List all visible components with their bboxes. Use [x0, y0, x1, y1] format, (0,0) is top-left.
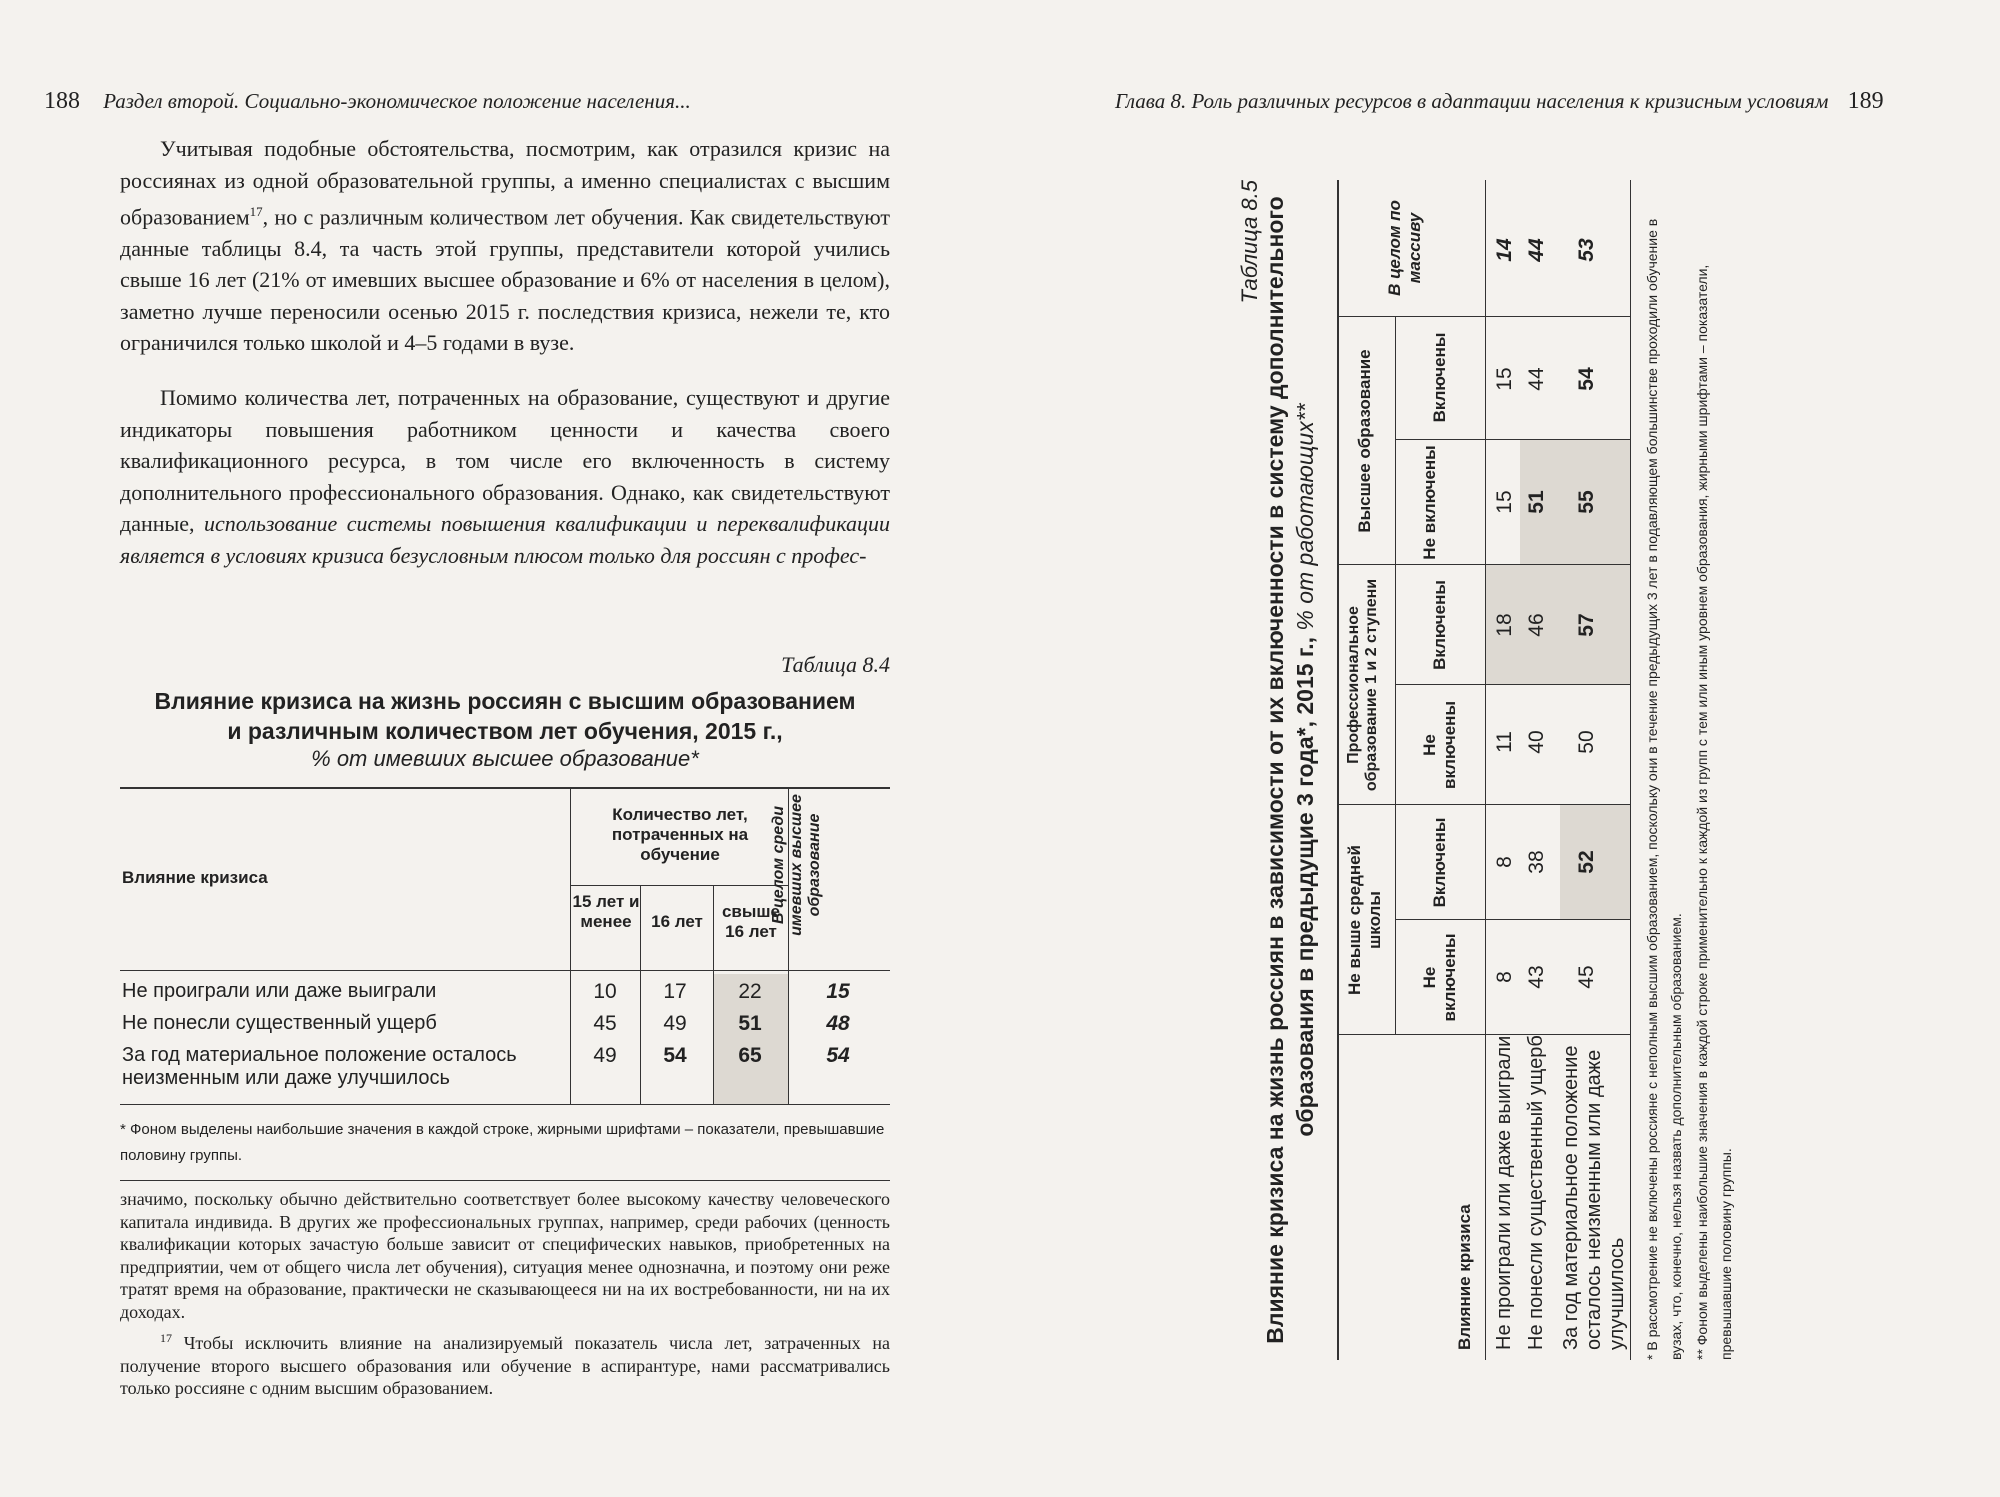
table-8-4-r3-a: 49	[593, 1044, 617, 1067]
table-8-4-row-3-label: За год материальное положение осталось неизменным или даже улучшилось	[122, 1044, 517, 1089]
t85-r1-c6: 15	[1493, 367, 1516, 391]
t85-r1-c4: 18	[1493, 613, 1516, 637]
right-running-head	[1115, 88, 1884, 115]
t85-r2-c2: 38	[1525, 850, 1548, 874]
table-8-5-group-prof: Профессиональное образование 1 и 2 ступени	[1345, 578, 1380, 792]
table-8-5-sub-not-2: Не включены	[1420, 701, 1459, 789]
table-8-5-group-school: Не выше средней школы	[1345, 844, 1384, 996]
left-running-head	[44, 88, 691, 115]
table-8-4-col-total: В целом среди имевших высшее образование	[770, 794, 823, 936]
t85-r1-total: 14	[1493, 238, 1516, 262]
t85-r1-c1: 8	[1493, 971, 1516, 983]
table-8-4-col-a: 15 лет и менее	[572, 892, 640, 931]
table-8-4-r2-b: 49	[663, 1012, 687, 1035]
t85-r1-c5: 15	[1493, 490, 1516, 514]
table-8-4-col-b: 16 лет	[651, 912, 703, 931]
paragraph-1: Учитывая подобные обстоятельства, посмотрим, как отразился кризис на россиянах из одной образовательной группы, а именно специалистах с высшим образованием$^{17}$, но с различным количеством лет обучения. Как свидетельствуют данные таблицы 8.4, та часть этой группы, представители которой учились свыше 16 лет (21% от имевших высшее образование и 6% от населения в целом), заметно лучше переносили осенью 2015 г. последствия кризиса, нежели те, кто ограничился только школой и 4–5 годами в вузе.	[120, 136, 890, 356]
table-8-5-sub-yes-3: Включены	[1430, 332, 1449, 423]
table-8-5-footnote-1: * В рассмотрение не включены россияне с неполным высшим образованием, поскольку они в течение предыдущих 3 лет в подавляющем большинстве проходили обучение в вузах, что, конечно, нельзя назвать дополнительным образованием.	[1644, 218, 1684, 1360]
table-8-4-r2-a: 45	[593, 1012, 617, 1035]
right-page	[1000, 0, 2000, 1497]
table-8-4-r1-c: 22	[738, 980, 762, 1003]
table-8-5-row-3-label: За год материальное положение осталось неизменным или даже улучшилось	[1560, 1045, 1628, 1350]
table-8-5-col-total: В целом по массиву	[1385, 200, 1424, 296]
table-8-5-row-header: Влияние кризиса	[1455, 1204, 1474, 1350]
t85-r3-c4: 57	[1575, 613, 1598, 637]
t85-r3-c5: 55	[1575, 490, 1598, 514]
t85-r3-c2: 52	[1575, 850, 1598, 874]
t85-r3-c6: 54	[1575, 367, 1598, 391]
table-8-5-group-higher: Высшее образование	[1355, 349, 1374, 533]
table-8-4-subtitle: % от имевших высшее образование*	[311, 746, 699, 771]
table-8-4-footnote: * Фоном выделены наибольшие значения в каждой строке, жирными шрифтами – показатели, превышавшие половину группы.	[120, 1121, 885, 1164]
table-8-4-r3-total: 54	[826, 1044, 850, 1067]
table-8-4-r2-c: 51	[738, 1012, 762, 1035]
table-8-5	[1235, 180, 1735, 1360]
t85-r2-c5: 51	[1525, 490, 1548, 514]
t85-r2-c4: 46	[1525, 613, 1548, 637]
table-8-4-r1-a: 10	[593, 980, 617, 1003]
table-8-4-r3-b: 54	[663, 1044, 687, 1067]
t85-r3-total: 53	[1575, 238, 1598, 262]
t85-r1-c2: 8	[1493, 856, 1516, 868]
footnote-ref-17: 17	[249, 204, 263, 219]
table-8-4-col-c: свыше 16 лет	[721, 902, 781, 941]
continuation-text: значимо, поскольку обычно действительно соответствует более высокому качеству человеческого капитала индивида. В других же профессиональных группах, например, среди рабочих (ценность квалификации которых зачастую больше зависит от специфических навыков, приобретенных на предприятии, чем от общего числа лет обучения), ситуация менее однозначна, и поэтому они реже тратят время на образование, практически не сказывающееся ни на их востребованности, ни на их доходах.	[120, 1189, 890, 1322]
table-8-4-col-group: Количество лет, потраченных на обучение	[611, 805, 749, 864]
t85-r3-c1: 45	[1575, 965, 1598, 989]
table-8-4-r1-b: 17	[663, 980, 687, 1003]
footnote-17: $^{17}$ Чтобы исключить влияние на анализируемый показатель числа лет, затраченных на получение второго высшего образования или обучение в аспирантуре, нами рассматривались только россияне с одним высшим образованием.	[120, 1331, 890, 1399]
t85-r2-c3: 40	[1525, 730, 1548, 754]
table-8-5-label: Таблица 8.5	[1237, 180, 1262, 304]
table-8-4-r3-c: 65	[738, 1044, 762, 1067]
table-8-4-title: Влияние кризиса на жизнь россиян с высшим образованием и различным количеством лет обучения, 2015 г.,	[154, 688, 856, 744]
table-8-4-r2-total: 48	[826, 1012, 850, 1035]
left-page-number: 188	[44, 88, 80, 114]
table-8-5-sub-yes-2: Включены	[1430, 580, 1449, 670]
table-8-4-label: Таблица 8.4	[781, 652, 890, 677]
right-page-number: 189	[1847, 88, 1884, 114]
table-8-4-r1-total: 15	[826, 980, 850, 1003]
left-running-title: Раздел второй. Социально-экономическое положение населения...	[103, 89, 691, 113]
table-8-4-row-1-label: Не проиграли или даже выиграли	[122, 980, 437, 1002]
t85-r2-total: 44	[1525, 238, 1548, 262]
table-8-5-row-1-label: Не проиграли или даже выиграли	[1493, 1035, 1515, 1350]
table-8-5-row-2-label: Не понесли существенный ущерб	[1525, 1035, 1547, 1350]
t85-r2-c6: 44	[1525, 367, 1548, 391]
paragraph-2: Помимо количества лет, потраченных на образование, существуют и другие индикаторы повышения работником ценности и качества своего квалификационного ресурса, в том числе его включенность в систему дополнительного профессионального образования. Однако, как свидетельствуют данные, использование системы повышения квалификации и переквалификации является в условиях кризиса безусловным плюсом только для россиян с профес-	[120, 385, 890, 568]
table-8-5-sub-not-1: Не включены	[1420, 933, 1459, 1022]
t85-r2-c1: 43	[1525, 965, 1548, 989]
table-8-5-sub-yes-1: Включены	[1430, 817, 1449, 908]
table-8-4-row-header: Влияние кризиса	[122, 868, 268, 887]
table-8-5-footnote-2: ** Фоном выделены наибольшие значения в каждой строке применительно к каждой из групп с тем или иным уровнем образования, жирными шрифтами – показатели, превышавшие половину группы.	[1694, 264, 1734, 1360]
table-8-5-title: Влияние кризиса на жизнь россиян в зависимости от их включенности в систему дополнительного образования в предыдущие 3 года*, 2015 г., % от работающих**	[1262, 196, 1318, 1344]
table-8-5-sub-not-3: Не включены	[1420, 445, 1439, 560]
t85-r1-c3: 11	[1493, 731, 1516, 753]
table-8-4-row-2-label: Не понесли существенный ущерб	[122, 1012, 437, 1034]
right-running-title: Глава 8. Роль различных ресурсов в адаптации населения к кризисным условиям	[1115, 89, 1829, 113]
t85-r3-c3: 50	[1575, 730, 1598, 754]
